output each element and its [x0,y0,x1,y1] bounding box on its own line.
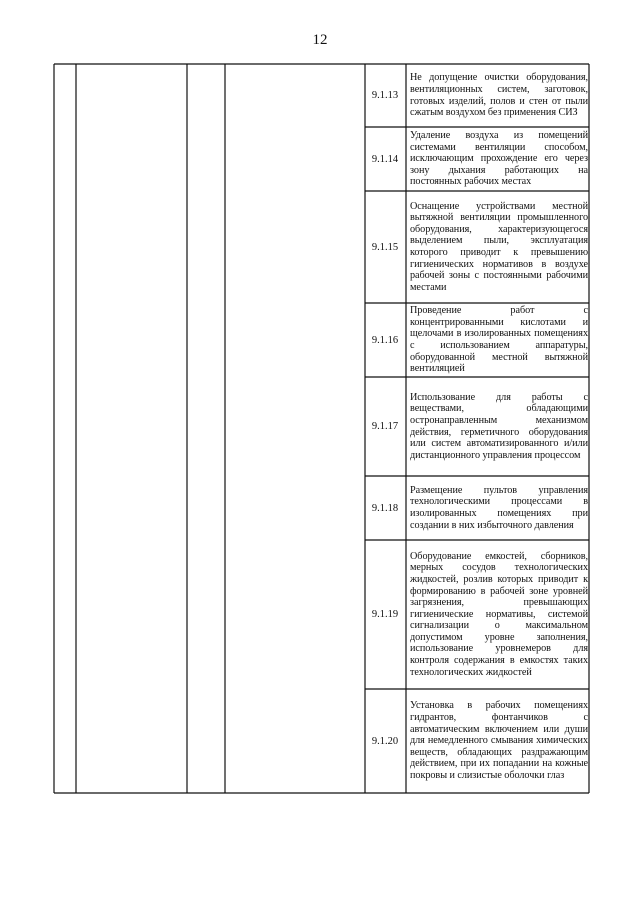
row-number: 9.1.14 [371,153,399,165]
row-number: 9.1.20 [371,735,399,747]
row-text: Установка в рабочих помещениях гидрантов, фонтанчиков с автоматическим включением или души для немедленного смывания химических веществ, обладающих раздражающим действием, при их попадании на кожные покровы и слизистые оболочки глаз [410,700,588,781]
row-number: 9.1.13 [371,90,399,101]
page-number: 12 [312,32,328,48]
table-row [406,689,588,793]
row-text: Оборудование емкостей, сборников, мерных сосудов технологических жидкостей, розлив которых приводит к формированию в рабочей зоне уровней загрязнения, превышающих гигиенические нормативы, системой сигнализации о максимальном допустимом уровне заполнения, использование уровнемеров для контроля содержания в емкостях таких технологических жидкостей [410,550,588,678]
row-text: Использование для работы с веществами, обладающими остронаправленным механизмом действия, герметичного оборудования или систем автоматизированного и/или дистанционного управления процессом [410,391,588,461]
row-text: Размещение пультов управления технологическими процессами в изолированных помещениях при создании в них избыточного давления [410,484,588,531]
row-number: 9.1.19 [371,609,399,620]
row-number: 9.1.15 [371,241,399,253]
table-row [406,64,588,127]
table-row [406,377,588,476]
table-row [406,540,588,689]
row-number: 9.1.16 [371,334,399,346]
row-text: Проведение работ с концентрированными кислотами и щелочами в изолированных помещениях с использованием аппаратуры, оборудованной местной вытяжной вентиляцией [410,305,588,375]
table-row [406,476,588,540]
row-number: 9.1.17 [371,421,399,432]
table-row [406,191,588,303]
row-text: Оснащение устройствами местной вытяжной вентиляции промышленного оборудования, характеризующегося выделением пыли, эксплуатация которого приводит к превышению гигиенических нормативов в воздухе рабочей зоны с постоянными рабочими местами [410,200,588,293]
row-number: 9.1.18 [371,502,399,514]
row-text: Удаление воздуха из помещений системами вентиляции способом, исключающим прохождение его через зону дыхания работающих на постоянных рабочих местах [410,130,588,188]
table-row [406,127,588,191]
table-row [406,303,588,377]
row-text: Не допущение очистки оборудования, вентиляционных систем, заготовок, готовых изделий, полов и стен от пыли сжатым воздухом без применения СИЗ [410,72,588,119]
